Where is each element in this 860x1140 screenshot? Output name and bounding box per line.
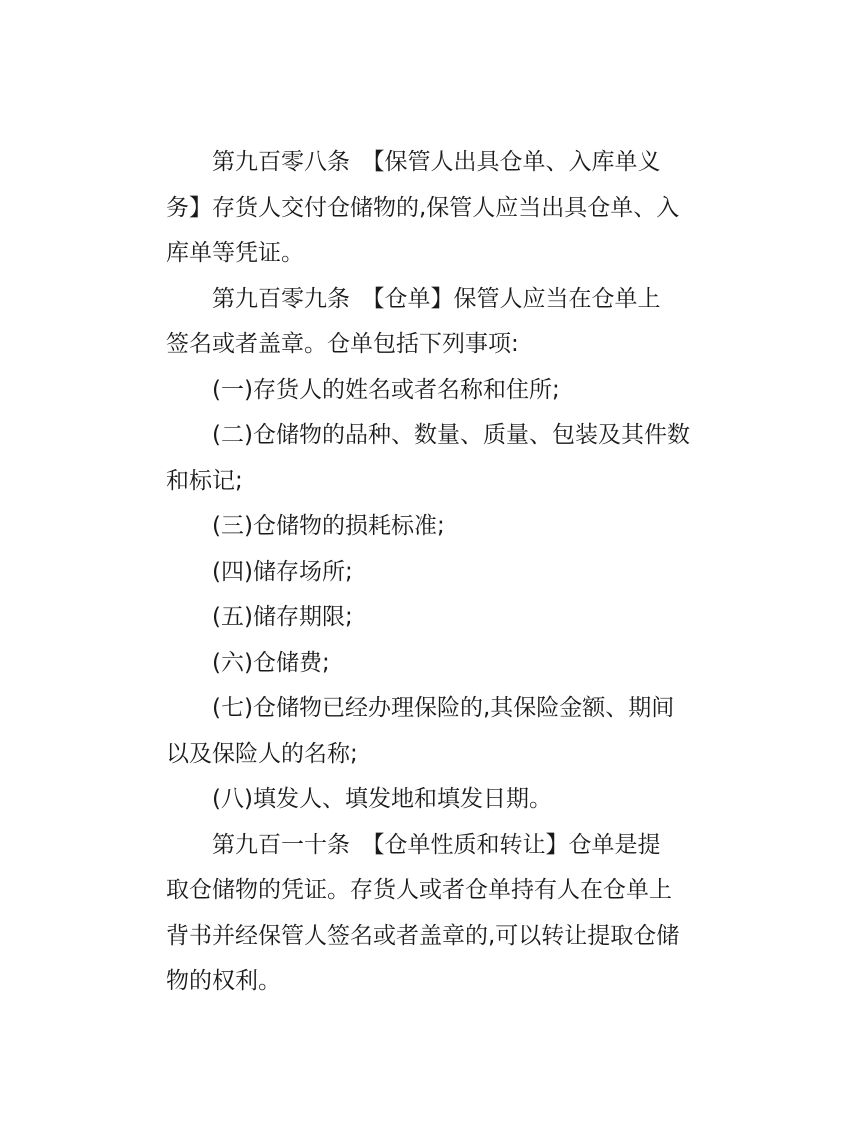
article-910 [166, 823, 696, 1005]
list-item [166, 504, 696, 550]
list-item [166, 777, 696, 823]
text-line: (一)存货人的姓名或者名称和住所; [212, 376, 560, 403]
article-909 [166, 277, 696, 368]
text-line: 务】存货人交付仓储物的,保管人应当出具仓单、入 [166, 194, 680, 221]
text-line: (八)填发人、填发地和填发日期。 [212, 786, 552, 812]
text-line: 签名或者盖章。仓单包括下列事项: [166, 331, 519, 357]
text-line: 第九百零九条 【仓单】保管人应当在仓单上 [212, 285, 661, 312]
list-item [166, 641, 696, 687]
text-line: 以及保险人的名称; [166, 740, 358, 767]
text-line: 第九百零八条 【保管人出具仓单、入库单义 [212, 149, 661, 175]
list-item [166, 413, 696, 504]
text-line: 和标记; [166, 467, 243, 494]
text-line: (二)仓储物的品种、数量、质量、包装及其件数 [212, 422, 690, 448]
text-line: (四)储存场所; [212, 558, 353, 585]
list-item [166, 595, 696, 641]
text-line: 物的权利。 [166, 968, 281, 994]
text-line: 第九百一十条 【仓单性质和转让】仓单是提 [212, 831, 661, 858]
list-item [166, 368, 696, 414]
article-908 [166, 140, 696, 277]
text-line: 库单等凭证。 [166, 240, 304, 266]
text-line: 背书并经保管人签名或者盖章的,可以转让提取仓储 [166, 922, 680, 949]
list-item [166, 550, 696, 596]
text-line: (七)仓储物已经办理保险的,其保险金额、期间 [212, 695, 675, 721]
list-item [166, 686, 696, 777]
text-line: (三)仓储物的损耗标准; [212, 513, 445, 539]
document-body [166, 140, 696, 1005]
text-line: (五)储存期限; [212, 604, 353, 630]
text-line: 取仓储物的凭证。存货人或者仓单持有人在仓单上 [166, 877, 672, 903]
text-line: (六)仓储费; [212, 649, 330, 676]
